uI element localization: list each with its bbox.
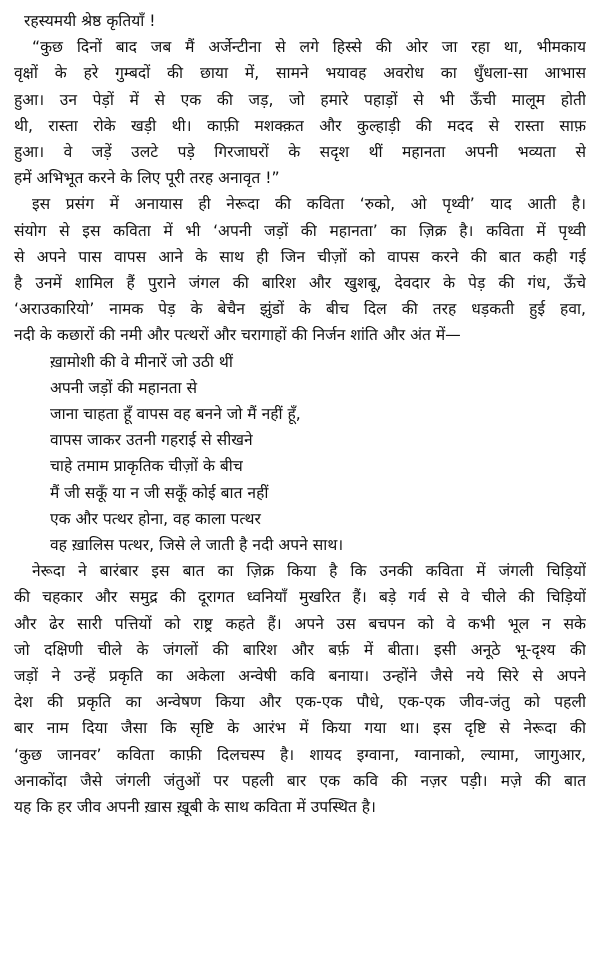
quote-line: हुआ। उन पेड़ों में से एक की जड़, जो हमारे पहाड़ों से भी ऊँची मालूम होती bbox=[14, 90, 586, 109]
paragraph-2 bbox=[14, 558, 586, 820]
quote-line: “कुछ दिनों बाद जब मैं अर्जेन्टीना से लगे हिस्से की ओर जा रहा था, भीमकाय bbox=[32, 38, 586, 57]
quote-line: थी, रास्ता रोके खड़ी थी। काफ़ी मशक्क़त और कुल्हाड़ी की मदद से रास्ता साफ़ bbox=[14, 116, 586, 135]
paragraph-line: जो दक्षिणी चीले के जंगलों की बारिश और बर्फ़ में बीता। इसी अनूठे भू-दृश्य की bbox=[14, 640, 586, 659]
quote-line: वृक्षों के हरे गुम्बदों की छाया में, सामने भयावह अवरोध का धुँधला-सा आभास bbox=[14, 64, 586, 83]
verse-line: ख़ामोशी की वे मीनारें जो उठी थीं bbox=[50, 352, 233, 371]
paragraph-line: देश की प्रकृति का अन्वेषण किया और एक-एक पौधे, एक-एक जीव-जंतु को पहली bbox=[14, 693, 586, 712]
quote-block bbox=[14, 34, 586, 191]
paragraph-line: ‘कुछ जानवर’ कविता काफ़ी दिलचस्प है। शायद इग्वाना, ग्वानाको, ल्यामा, जागुआर, bbox=[14, 745, 586, 764]
paragraph-line: इस प्रसंग में अनायास ही नेरूदा की कविता ‘रुको, ओ पृथ्वी’ याद आती है। bbox=[32, 195, 586, 214]
verse-line: मैं जी सकूँ या न जी सकूँ कोई बात नहीं bbox=[50, 483, 269, 502]
paragraph-line: नेरूदा ने बारंबार इस बात का ज़िक्र किया है कि उनकी कविता में जंगली चिड़ियों bbox=[32, 562, 586, 581]
verse-line: अपनी जड़ों की महानता से bbox=[50, 378, 198, 397]
poem-verse bbox=[14, 349, 586, 559]
paragraph-1 bbox=[14, 191, 586, 348]
paragraph-line: यह कि हर जीव अपनी ख़ास ख़ूबी के साथ कविता में उपस्थित है। bbox=[14, 798, 376, 817]
quote-line: हुआ। वे जड़ें उलटे पड़े गिरजाघरों के सदृश थीं महानता अपनी भव्यता से bbox=[14, 143, 586, 162]
paragraph-line: और ढेर सारी पत्तियों को राष्ट्र कहते हैं। अपने उस बचपन को वे कभी भूल न सके bbox=[14, 614, 586, 633]
paragraph-line: से अपने पास वापस आने के साथ ही जिन चीज़ों को वापस करने की बात कही गई bbox=[14, 247, 586, 266]
verse-line: चाहे तमाम प्राकृतिक चीज़ों के बीच bbox=[50, 457, 243, 476]
paragraph-line: ‘अराउकारियो’ नामक पेड़ के बेचैन झुंडों के बीच दिल की तरह धड़कती हुई हवा, bbox=[14, 300, 586, 319]
paragraph-line: जड़ों ने उन्हें प्रकृति का अकेला अन्वेषी कवि बनाया। उन्होंने जैसे नये सिरे से अपने bbox=[14, 667, 586, 686]
verse-line: वह ख़ालिस पत्थर, जिसे ले जाती है नदी अपने साथ। bbox=[50, 536, 344, 555]
paragraph-line: नदी के कछारों की नमी और पत्थरों और चरागाहों की निर्जन शांति और अंत में— bbox=[14, 326, 461, 345]
verse-line: जाना चाहता हूँ वापस वह बनने जो मैं नहीं हूँ, bbox=[50, 405, 301, 424]
quote-line: हमें अभिभूत करने के लिए पूरी तरह अनावृत !” bbox=[14, 169, 280, 188]
verse-line: एक और पत्थर होना, वह काला पत्थर bbox=[50, 509, 261, 528]
section-heading: रहस्यमयी श्रेष्ठ कृतियाँ ! bbox=[24, 12, 156, 30]
paragraph-line: संयोग से इस कविता में भी ‘अपनी जड़ों की महानता’ का ज़िक्र है। कविता में पृथ्वी bbox=[14, 221, 586, 240]
paragraph-line: है उनमें शामिल हैं पुराने जंगल की बारिश और खुशबू, देवदार के पेड़ की गंध, ऊँचे bbox=[14, 274, 586, 293]
paragraph-line: अनाकोंदा जैसे जंगली जंतुओं पर पहली बार एक कवि की नज़र पड़ी। मज़े की बात bbox=[14, 771, 586, 790]
paragraph-line: की चहकार और समुद्र की दूरागत ध्वनियाँ मुखरित हैं। बड़े गर्व से वे चीले की चिड़ियों bbox=[14, 588, 586, 607]
verse-line: वापस जाकर उतनी गहराई से सीखने bbox=[50, 431, 253, 450]
paragraph-line: बार नाम दिया जैसा कि सृष्टि के आरंभ में किया गया था। इस दृष्टि से नेरूदा की bbox=[14, 719, 586, 738]
